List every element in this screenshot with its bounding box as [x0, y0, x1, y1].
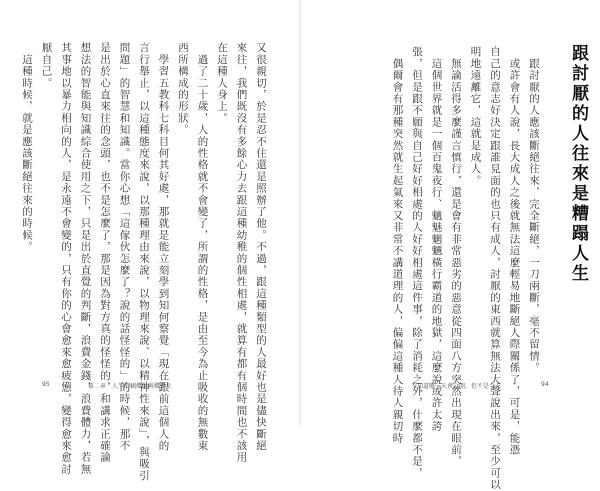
text-column: 偶爾會有那種突然就生起氣來又非常不講道理的人，偏偏這種人待人親切時 [391, 46, 404, 444]
text-column: 這種時候，就是應該斷絕往來的時候。 [21, 42, 33, 253]
text-column: 過了二十歲，人的性格就不會變了，所謂的性格，是由至今為止吸收的無數東 [196, 42, 209, 452]
chapter-heading: 跟討厭的人往來是糟蹋人生 [568, 44, 588, 284]
text-column: 自己的意志好決定跟誰見面的也只有成人，討厭的東西就算無法大聲說出來，至少可以 [489, 46, 501, 491]
text-column: 無論活得多麼謹言慎行，還是會有非常惡劣的惡意從四面八方突然出現在眼前， [450, 46, 462, 468]
text-column: 其事地以暴力相向的人，是永遠不會變的，只有你的心會愈來愈疲憊，變得愈來愈討 [60, 42, 72, 475]
right-running-head: 不知道哪一天會分開，但不是今天 [411, 383, 502, 390]
text-column: 想法的智能與知識綜合使用之下，只是出於直覺的判斷，浪費金錢，浪費體力，若無 [79, 42, 92, 475]
text-column: 問題」的智慧和知識。當你心想「這傢伙怎麼了？說的話怪怪的」的時候，那不 [118, 42, 131, 452]
text-column: 西所構成的形狀。 [177, 42, 189, 136]
text-column: 或許會有人說，長大成人之後就無法這麼輕易地斷絕人際關係了，可是，能憑 [508, 46, 521, 456]
text-column: 跟討厭的人應該斷絕往來，完全斷絕，一刀兩斷，毫不留情。 [528, 46, 540, 374]
text-column: 張，但是跟不願與自己好好相處的人好好相處這件事，除了消耗之外，什麼都不是， [411, 46, 423, 479]
text-column: 厭自己。 [40, 42, 53, 89]
text-column: 又很親切，於是忍不住還是照辦了他。不過，跟這種類型的人最好也是儘快斷絕 [255, 42, 267, 452]
left-running-head: 第二章 人生的蝴蝶生與蝶學生 [88, 383, 173, 390]
text-column: 來往，我們既沒有多餘心力去跟這種幼稚的個性相處，就算有都有個時間也不該用 [235, 42, 248, 464]
left-page [0, 0, 299, 482]
left-page-number: 95 [42, 381, 50, 388]
text-column: 是出於心直來往的念頭，也不是怎麼了，那是因為對方真的怪怪的，和講求正確論 [99, 42, 111, 464]
text-column: 在這種人身上。 [216, 42, 228, 124]
text-column: 學習五教科七科目何其好處，那就是能立刻學到知何察覺「現在跟前這個人的 [157, 42, 170, 452]
right-page-number: 94 [541, 381, 549, 388]
right-page [301, 0, 600, 491]
text-column: 明地遠離它，這就是成人。 [469, 46, 482, 187]
text-column: 言行舉止，以這種態度來說，以那種理由來說，以物理來說、以精神性來說」，與吸引 [138, 42, 150, 482]
text-column: 這個世界就是一個百鬼夜行、魑魅魍魎橫行霸道的地獄，這麼說或許太誇 [430, 46, 443, 433]
